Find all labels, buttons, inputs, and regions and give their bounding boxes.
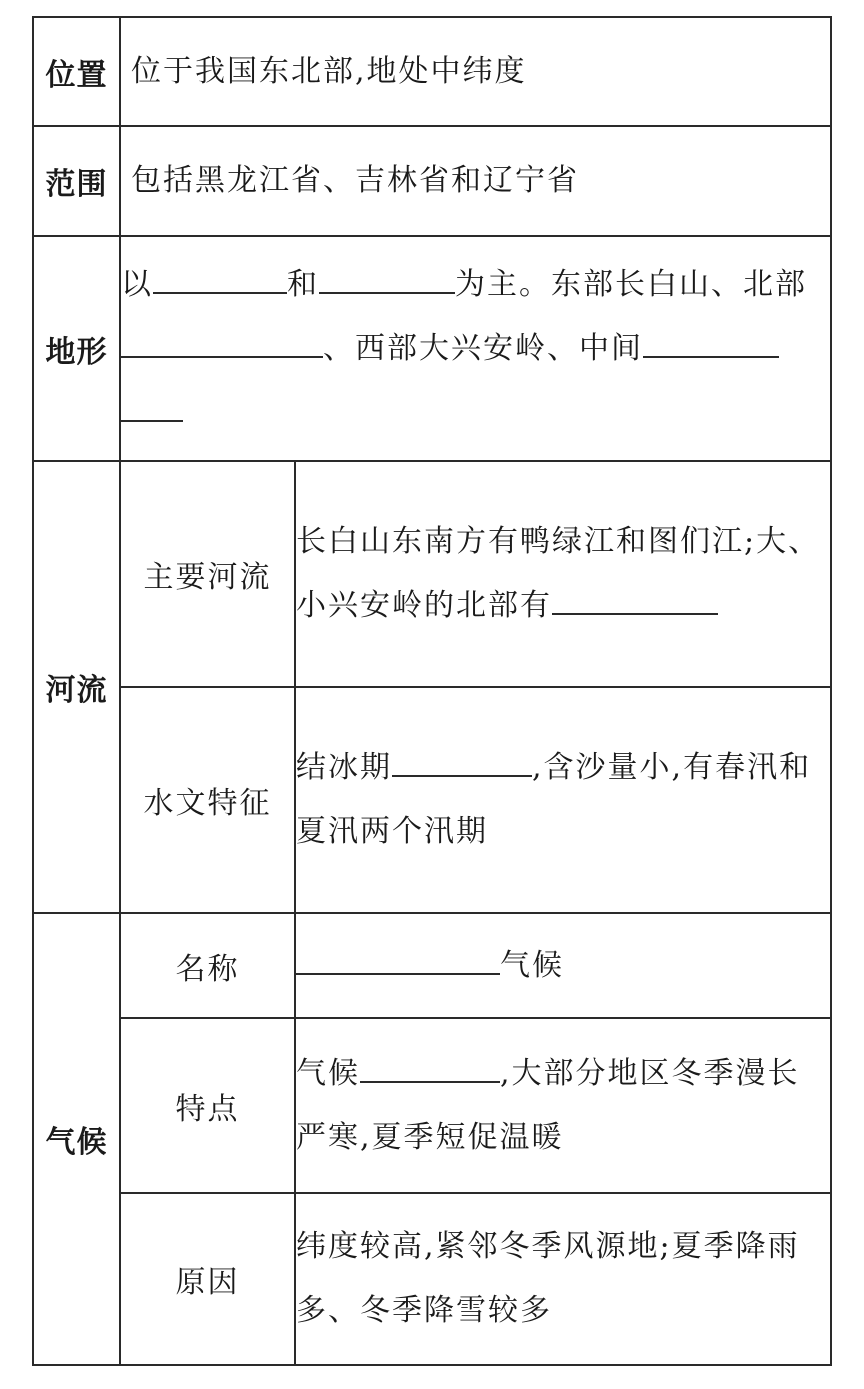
label-climate: 气候 [33, 913, 120, 1365]
terrain-text-1: 以 [121, 266, 153, 302]
label-climate-features: 特点 [120, 1018, 295, 1193]
blank-main-rivers [552, 591, 656, 615]
row-climate-reasons [33, 1193, 831, 1365]
row-rivers-hydro [33, 687, 831, 913]
label-rivers: 河流 [33, 461, 120, 913]
content-scope: 包括黑龙江省、吉林省和辽宁省 [120, 126, 831, 236]
row-climate-name [33, 913, 831, 1018]
blank-terrain-3 [121, 334, 323, 358]
terrain-text-3: 为主。东部长白山、北部 [455, 266, 807, 302]
label-hydro: 水文特征 [120, 687, 295, 913]
hydro-text-1: 结冰期 [296, 750, 392, 785]
label-main-rivers: 主要河流 [120, 461, 295, 687]
row-climate-features [33, 1018, 831, 1193]
content-main-rivers [295, 461, 831, 687]
features-text-2: ,大部分地区冬季漫长严寒,夏季短促温暖 [296, 1055, 800, 1155]
row-scope [33, 126, 831, 236]
content-hydro [295, 687, 831, 913]
climate-name-text: 气候 [500, 947, 564, 983]
terrain-text-2: 和 [287, 266, 319, 302]
blank-terrain-4 [643, 334, 779, 358]
blank-climate-name [296, 951, 500, 975]
blank-terrain-1 [153, 270, 287, 294]
content-terrain [120, 236, 831, 461]
label-terrain: 地形 [33, 236, 120, 461]
label-climate-reasons: 原因 [120, 1193, 295, 1365]
blank-main-rivers-cont [656, 591, 718, 615]
blank-hydro [392, 753, 532, 777]
terrain-text-4: 、西部大兴安岭、中间 [323, 330, 643, 366]
row-position [33, 17, 831, 126]
content-climate-features [295, 1018, 831, 1193]
label-position: 位置 [33, 17, 120, 126]
hydro-text-2: ,含沙量小,有春汛和夏汛两个汛期 [296, 750, 812, 849]
blank-climate-features [360, 1059, 500, 1083]
row-rivers-main [33, 461, 831, 687]
blank-terrain-4-cont [121, 398, 183, 422]
label-climate-name: 名称 [120, 913, 295, 1018]
row-terrain [33, 236, 831, 461]
content-position: 位于我国东北部,地处中纬度 [120, 17, 831, 126]
content-climate-name [295, 913, 831, 1018]
geography-table [32, 16, 832, 1366]
main-rivers-text: 长白山东南方有鸭绿江和图们江;大、小兴安岭的北部有 [296, 524, 821, 623]
label-scope: 范围 [33, 126, 120, 236]
content-climate-reasons: 纬度较高,紧邻冬季风源地;夏季降雨多、冬季降雪较多 [295, 1193, 831, 1365]
features-text-1: 气候 [296, 1055, 360, 1091]
blank-terrain-2 [319, 270, 455, 294]
